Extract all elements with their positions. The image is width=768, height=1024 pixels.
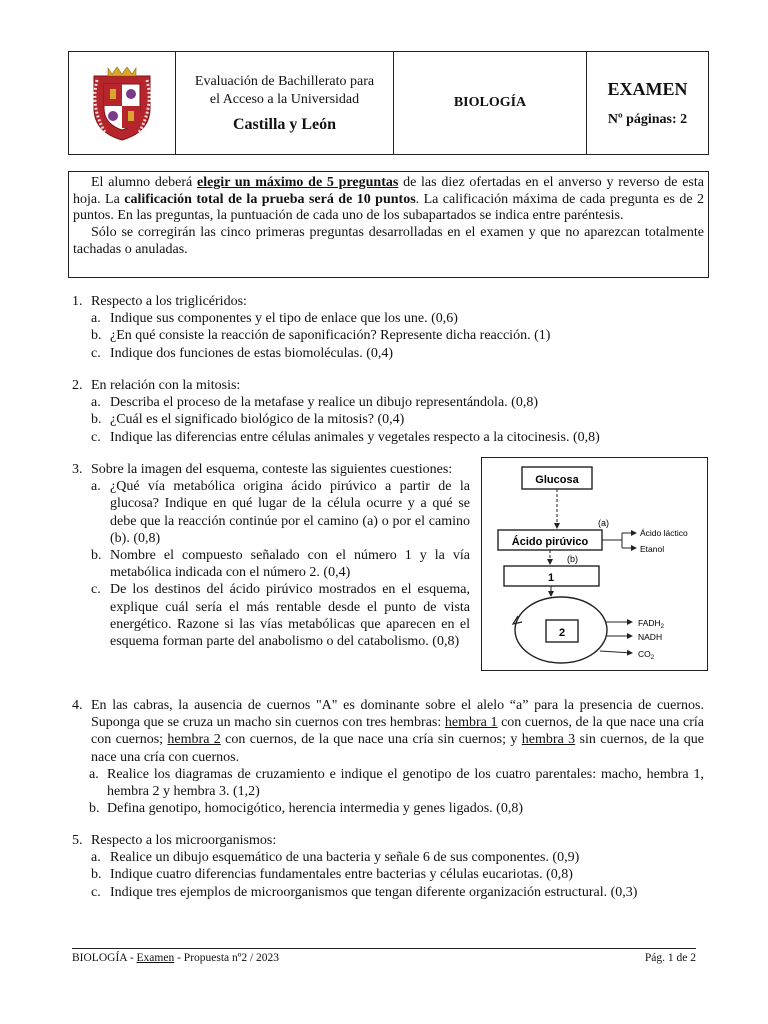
subquestion-text: Nombre el compuesto señalado con el número 1 y la vía metabólica indicada con el número 2. (0,4): [110, 548, 470, 581]
subquestion-b: [72, 866, 704, 883]
subquestion-b: [72, 411, 696, 428]
subquestion-letter: b.: [91, 867, 102, 883]
subquestion-b: [72, 327, 696, 344]
subquestion-a: [72, 849, 704, 866]
instructions-paragraph-1: [73, 175, 704, 225]
subquestion-letter: a.: [89, 766, 99, 782]
subquestion-letter: c.: [91, 884, 101, 900]
subquestion-text: Defina genotipo, homocigótico, herencia intermedia y genes ligados. (0,8): [107, 801, 523, 817]
pages-count: Nº páginas: 2: [607, 111, 688, 127]
footer-examen: Examen: [136, 952, 175, 964]
question-2: [72, 377, 696, 446]
subquestion-letter: b.: [91, 328, 102, 344]
metabolism-diagram: [481, 457, 708, 671]
subquestion-letter: a.: [91, 395, 101, 411]
question-5: [72, 832, 704, 901]
subquestion-text: Describa el proceso de la metafase y realice un dibujo representándola. (0,8): [110, 395, 538, 411]
page-footer: [72, 948, 696, 964]
hembra-2-term: hembra 2: [167, 732, 221, 748]
subquestion-text: ¿Cuál es el significado biológico de la mitosis? (0,4): [110, 412, 405, 428]
exam-label: EXAMEN: [607, 78, 688, 99]
question-number: 5.: [72, 833, 83, 848]
instr-text: de las diez ofertadas en el anverso y reverso de esta hoja. La: [73, 175, 704, 207]
question-1: [72, 293, 696, 362]
subject-cell: [394, 52, 587, 154]
subquestion-text: ¿En qué consiste la reacción de saponificación? Represente dicha reacción. (1): [110, 328, 551, 344]
question-stem-text: Sobre la imagen del esquema, conteste las siguientes cuestiones:: [91, 462, 453, 477]
question-stem: [72, 461, 470, 478]
subquestion-letter: a.: [91, 850, 101, 866]
subquestion-b: [72, 547, 470, 581]
question-stem-text: En relación con la mitosis:: [91, 378, 241, 393]
subquestion-text: Indique sus componentes y el tipo de enlace que los une. (0,6): [110, 311, 458, 327]
eval-line-1: Evaluación de Bachillerato para: [194, 73, 375, 89]
path-b-label: (b): [567, 554, 578, 564]
subquestion-text: Indique tres ejemplos de microorganismos que tengan diferente organización estructural. (0,3): [110, 884, 638, 900]
subquestion-text: Indique dos funciones de estas biomoléculas. (0,4): [110, 345, 394, 361]
instr-emphasis-max: elegir un máximo de 5 preguntas: [196, 175, 399, 190]
subquestion-letter: c.: [91, 345, 101, 361]
subquestion-a: [72, 310, 696, 327]
question-stem-text: sin cuernos, de la que nace una cría con cuernos.: [91, 732, 704, 765]
question-stem: [72, 832, 704, 849]
subquestion-letter: b.: [91, 548, 102, 564]
glucosa-label: Glucosa: [535, 474, 579, 486]
subquestion-c: [72, 429, 696, 446]
subquestion-text: Indique cuatro diferencias fundamentales entre bacterias y células eucariotas. (0,8): [110, 867, 573, 883]
question-stem-text: Respecto a los microorganismos:: [91, 833, 277, 848]
question-3: [72, 461, 470, 650]
question-stem: [72, 377, 696, 394]
logo-cell: [69, 52, 176, 154]
page-number: Pág. 1 de 2: [644, 952, 696, 964]
subquestion-a: [72, 394, 696, 411]
question-number: 2.: [72, 378, 83, 393]
subquestion-text: Realice los diagramas de cruzamiento e indique el genotipo de los cuatro parentales: macho, hembra 1, hembra 2 y hembra 3. (1,2): [107, 766, 704, 800]
subquestion-letter: c.: [91, 429, 101, 445]
title-cell: [176, 52, 394, 154]
question-stem-text: con cuernos, de la que nace una cría con cuernos;: [91, 715, 704, 748]
subquestion-a: [72, 766, 704, 800]
question-number: 3.: [72, 462, 83, 477]
subquestion-text: Realice un dibujo esquemático de una bacteria y señale 6 de sus componentes. (0,9): [110, 850, 580, 866]
hembra-3-term: hembra 3: [521, 732, 576, 748]
subquestion-a: [72, 478, 470, 547]
question-4: [72, 697, 704, 817]
instructions-paragraph-2: Sólo se corregirán las cinco primeras preguntas desarrolladas en el examen y que no aparezcan totalmente tachadas o anuladas.: [73, 225, 704, 257]
question-stem: [72, 697, 704, 766]
question-stem: [72, 293, 696, 310]
footer-left: BIOLOGÍA - Examen - Propuesta nº2 / 2023: [72, 952, 280, 964]
instr-text: El alumno deberá: [91, 175, 197, 190]
instr-text: . La calificación máxima de cada pregunta es de 2 puntos. En las preguntas, la puntuación de cada uno de los subapartados se indica entre paréntesis.: [73, 191, 704, 224]
subquestion-c: [72, 345, 696, 362]
subquestion-letter: b.: [89, 801, 100, 817]
eval-line-2: el Acceso a la Universidad: [209, 91, 360, 107]
etanol-label: Etanol: [640, 544, 665, 554]
question-stem-text: con cuernos, de la que nace una cría sin cuernos; y: [220, 732, 522, 748]
subquestion-c: [72, 884, 704, 901]
fadh2-label: $FADH_2$: [638, 618, 665, 630]
pathway-2-label: 2: [558, 627, 566, 639]
nadh-label: NADH: [638, 632, 663, 642]
subquestion-text: De los destinos del ácido pirúvico mostrados en el esquema, explique cuál sería el más rentable desde el punto de vista energético. Razone si las vías metabólicas que aparecen en el esquema forman parte del anabolismo o del catabolismo. (0,8): [110, 582, 470, 650]
university-crest-logo: [86, 64, 158, 142]
subquestion-c: [72, 581, 470, 650]
subquestion-text: Indique las diferencias entre células animales y vegetales respecto a la citocinesis. (0,8): [110, 429, 600, 445]
metabolism-diagram-svg: [482, 458, 707, 670]
subquestion-letter: c.: [91, 582, 101, 598]
subquestion-letter: b.: [91, 412, 102, 428]
compound-1-label: 1: [547, 572, 555, 584]
subject-title: BIOLOGÍA: [453, 95, 527, 110]
subquestion-b: [72, 800, 704, 817]
question-stem-text: Respecto a los triglicéridos:: [91, 294, 247, 309]
exam-header: [68, 51, 709, 155]
co2-label: $CO_2$: [638, 649, 655, 661]
question-stem-text: En las cabras, la ausencia de cuernos "A" es dominante sobre el alelo “a” para la presencia de cuernos. Suponga que se cruza un macho sin cuernos con tres hembras:: [91, 698, 704, 731]
acido-piruvico-label: Ácido pirúvico: [511, 536, 589, 548]
hembra-1-term: hembra 1: [444, 715, 498, 731]
question-number: 4.: [72, 698, 83, 713]
path-a-label: (a): [598, 518, 609, 528]
exam-cell: [587, 52, 708, 154]
acido-lactico-label: Ácido láctico: [640, 528, 688, 538]
subquestion-letter: a.: [91, 479, 101, 495]
instructions-box: [68, 171, 709, 278]
region-title: Castilla y León: [232, 115, 337, 133]
question-number: 1.: [72, 294, 83, 309]
subquestion-letter: a.: [91, 311, 101, 327]
subquestion-text: ¿Qué vía metabólica origina ácido pirúvico a partir de la glucosa? Indique en qué lugar de la célula ocurre y a qué se debe que la reacción continúe por el camino (a) o por el camino (b). (0,8): [110, 479, 470, 546]
instr-emphasis-total: calificación total de la prueba será de 10 puntos: [124, 191, 416, 207]
